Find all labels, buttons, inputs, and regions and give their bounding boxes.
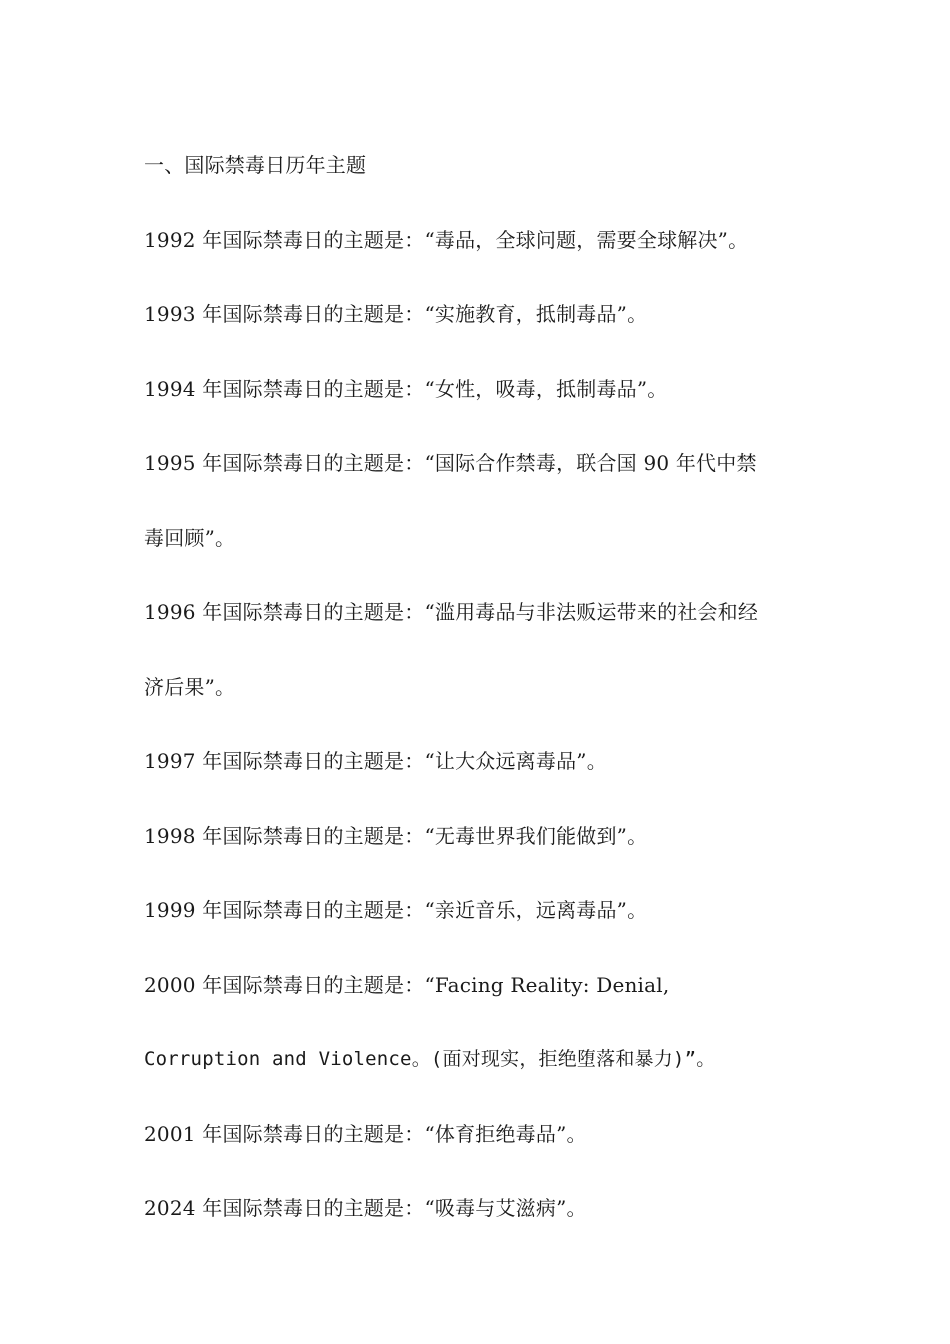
- theme-line-1999: 1999 年国际禁毒日的主题是：“亲近音乐，远离毒品”。: [144, 898, 648, 922]
- theme-line-1998: 1998 年国际禁毒日的主题是：“无毒世界我们能做到”。: [144, 823, 648, 848]
- theme-line-2000-cont: Corruption and Violence。(面对现实，拒绝堕落和暴力)”。: [144, 1048, 716, 1070]
- theme-line-1995: 1995 年国际禁毒日的主题是：“国际合作禁毒，联合国 90 年代中禁: [144, 451, 757, 475]
- theme-line-2001: 2001 年国际禁毒日的主题是：“体育拒绝毒品”。: [144, 1121, 587, 1146]
- theme-line-1997: 1997 年国际禁毒日的主题是：“让大众远离毒品”。: [144, 749, 607, 773]
- theme-line-1992: 1992 年国际禁毒日的主题是：“毒品，全球问题，需要全球解决”。: [144, 227, 749, 252]
- document-body: [144, 128, 824, 1246]
- theme-line-1995-cont: 毒回顾”。: [144, 525, 236, 550]
- theme-line-1996-cont: 济后果”。: [144, 674, 236, 699]
- theme-line-2000: 2000 年国际禁毒日的主题是：“Facing Reality: Denial,: [144, 972, 670, 997]
- theme-line-2024: 2024 年国际禁毒日的主题是：“吸毒与艾滋病”。: [144, 1196, 587, 1220]
- theme-line-1996: 1996 年国际禁毒日的主题是：“滥用毒品与非法贩运带来的社会和经: [144, 600, 759, 624]
- section-heading: 一、国际禁毒日历年主题: [144, 153, 367, 177]
- theme-line-1994: 1994 年国际禁毒日的主题是：“女性，吸毒，抵制毒品”。: [144, 376, 668, 401]
- theme-line-1993: 1993 年国际禁毒日的主题是：“实施教育，抵制毒品”。: [144, 302, 648, 326]
